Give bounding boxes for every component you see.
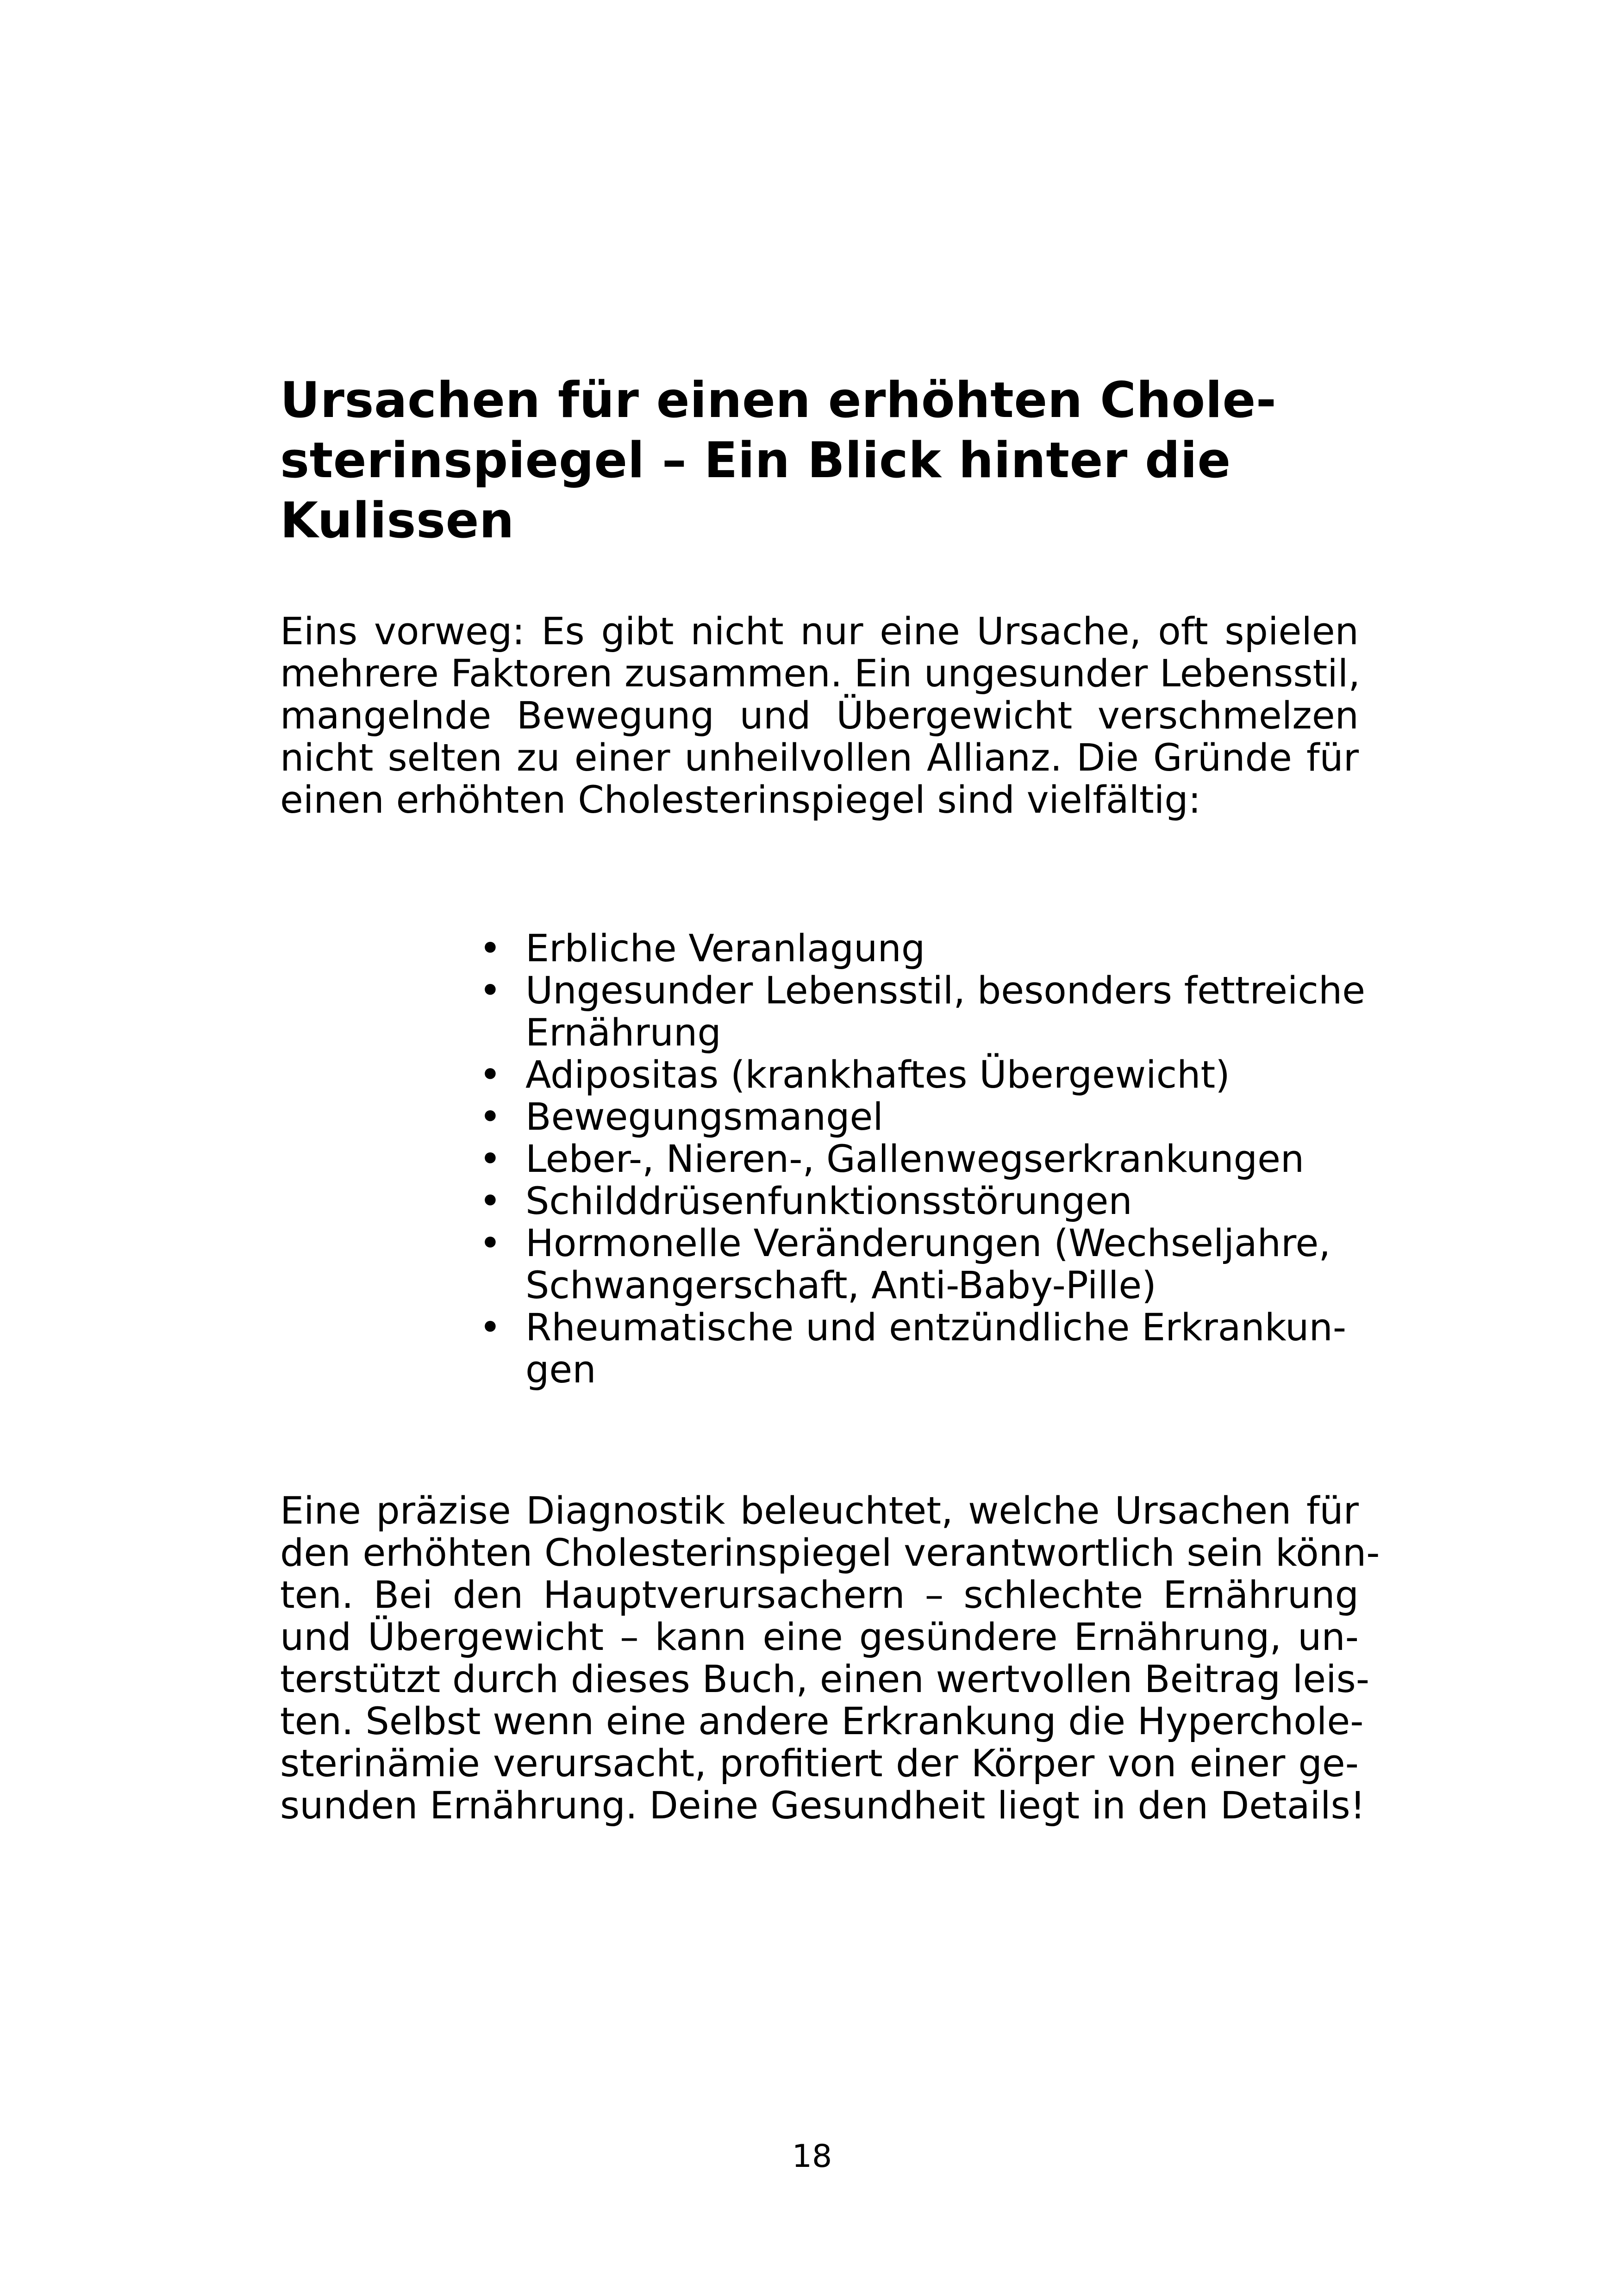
bullet-icon: • [479, 1095, 501, 1139]
paragraph-line: den erhöhten Cholesterinspiegel verantwortlich sein könn- [280, 1531, 1380, 1575]
list-item [479, 1139, 1359, 1181]
causes-list [479, 927, 1366, 1392]
list-item [479, 969, 1366, 1055]
list-item-text: Schwangerschaft, Anti-Baby-Pille) [525, 1264, 1156, 1307]
list-item [479, 1096, 1359, 1139]
bullet-icon: • [479, 927, 501, 971]
list-item [479, 1054, 1359, 1096]
list-item-text: Leber-, Nieren-, Gallenwegserkrankungen [525, 1138, 1305, 1181]
paragraph-line: Eins vorweg: Es gibt nicht nur eine Ursache, oft spielen [280, 610, 1359, 653]
page-number: 18 [792, 2138, 832, 2175]
paragraph-line: einen erhöhten Cholesterinspiegel sind vielfältig: [280, 778, 1201, 822]
heading-line: sterinspiegel – Ein Blick hinter die [280, 432, 1231, 489]
bullet-icon: • [479, 969, 501, 1013]
paragraph-line: ten. Selbst wenn eine andere Erkrankung die Hyperchole- [280, 1700, 1364, 1743]
list-item [479, 1223, 1359, 1307]
intro-paragraph [280, 611, 1359, 821]
paragraph-line: ten. Bei den Hauptverursachern – schlechte Ernährung [280, 1574, 1359, 1617]
heading-line: Kulissen [280, 492, 514, 549]
chapter-heading [280, 370, 1359, 551]
paragraph-line: terstützt durch dieses Buch, einen wertvollen Beitrag leis- [280, 1658, 1370, 1701]
list-item-text: Ernährung [525, 1011, 721, 1055]
paragraph-line: sterinämie verursacht, profitiert der Körper von einer ge- [280, 1742, 1359, 1786]
list-item-text: Ungesunder Lebensstil, besonders fettreiche [525, 969, 1366, 1013]
paragraph-line: mehrere Faktoren zusammen. Ein ungesunder Lebensstil, [280, 652, 1361, 696]
list-item [479, 928, 1359, 970]
list-item-text: Adipositas (krankhaftes Übergewicht) [525, 1053, 1230, 1097]
list-item-text: Bewegungsmangel [525, 1095, 883, 1139]
bullet-icon: • [479, 1222, 501, 1265]
list-item [479, 1307, 1359, 1391]
bullet-icon: • [479, 1138, 501, 1181]
bullet-icon: • [479, 1053, 501, 1097]
list-item-text: Rheumatische und entzündliche Erkrankun- [525, 1306, 1347, 1350]
paragraph-line: mangelnde Bewegung und Übergewicht verschmelzen [280, 694, 1359, 738]
list-item-text: Hormonelle Veränderungen (Wechseljahre, [525, 1222, 1331, 1265]
paragraph-line: nicht selten zu einer unheilvollen Allianz. Die Gründe für [280, 736, 1359, 780]
bullet-icon: • [479, 1306, 501, 1350]
list-item [479, 1181, 1359, 1223]
list-item-text: Erbliche Veranlagung [525, 927, 925, 971]
paragraph-line: Eine präzise Diagnostik beleuchtet, welche Ursachen für [280, 1489, 1359, 1533]
closing-paragraph [280, 1489, 1380, 1828]
bullet-icon: • [479, 1180, 501, 1223]
list-item-text: gen [525, 1348, 596, 1392]
list-item-text: Schilddrüsenfunktionsstörungen [525, 1180, 1132, 1223]
paragraph-line: sunden Ernährung. Deine Gesundheit liegt in den Details! [280, 1784, 1366, 1828]
heading-line: Ursachen für einen erhöhten Chole- [280, 372, 1277, 429]
paragraph-line: und Übergewicht – kann eine gesündere Ernährung, un- [280, 1616, 1359, 1659]
